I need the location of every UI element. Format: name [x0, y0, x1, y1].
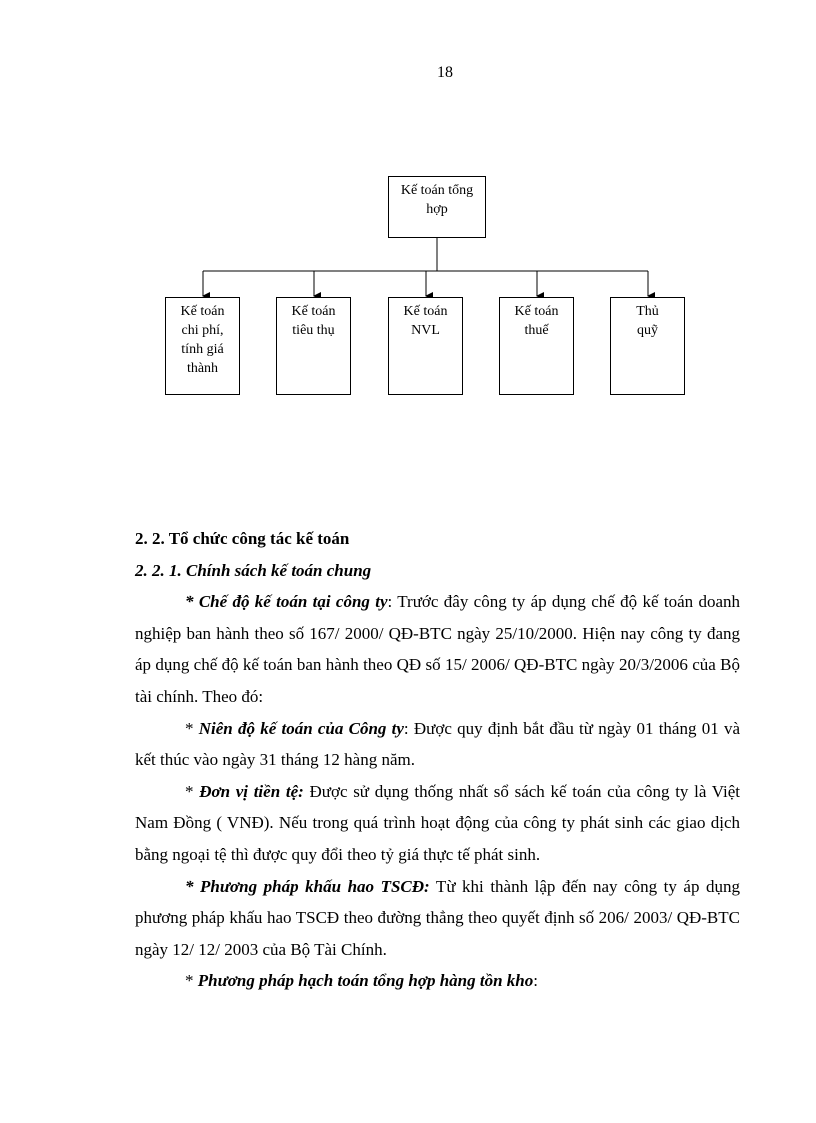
paragraph-depreciation-text: Từ khi thành lập đến nay công ty áp dụng phương pháp khấu hao TSCĐ theo đường thẳng theo quyết định số 206/ 2003/ QĐ-BTC ngày 12/ 12/ 2003 của Bộ Tài Chính. — [135, 876, 740, 959]
paragraph-depreciation — [135, 871, 740, 966]
child-2-line-2: tiêu thụ — [292, 323, 335, 338]
paragraph-fiscal-year-text: : Được quy định bắt đầu từ ngày 01 tháng 01 và kết thúc vào ngày 31 tháng 12 hàng năm. — [135, 718, 740, 770]
child-5-line-2: quỹ — [637, 323, 658, 338]
paragraph-accounting-regime-label: * Chế độ kế toán tại công ty — [185, 592, 388, 612]
child-box-1 — [165, 297, 240, 395]
child-1-line-1: Kế toán — [180, 304, 225, 319]
page-number: 18 — [437, 64, 453, 81]
paragraph-fiscal-year-prefix: * — [185, 718, 199, 738]
paragraph-inventory-label: Phương pháp hạch toán tổng hợp hàng tồn kho — [197, 971, 534, 991]
child-box-5 — [610, 297, 685, 395]
paragraph-fiscal-year — [135, 713, 740, 776]
root-line-2: hợp — [426, 202, 448, 217]
child-box-2 — [276, 297, 351, 395]
paragraph-currency-prefix: * — [185, 781, 200, 801]
paragraph-inventory-text: : — [533, 971, 538, 991]
paragraph-currency-text: Được sử dụng thống nhất sổ sách kế toán của công ty là Việt Nam Đồng ( VNĐ). Nếu trong quá trình hoạt động của công ty phát sinh các giao dịch bằng ngoại tệ thì được quy đổi theo tỷ giá thực tế phát sinh. — [135, 781, 741, 864]
org-chart — [0, 0, 816, 420]
root-line-1: Kế toán tổng — [400, 183, 474, 198]
child-4-line-2: thuế — [524, 323, 549, 338]
section-subheading: 2. 2. 1. Chính sách kế toán chung — [135, 560, 372, 580]
paragraph-accounting-regime-text: : Trước đây công ty áp dụng chế độ kế toán doanh nghiệp ban hành theo số 167/ 2000/ QĐ-BTC ngày 25/10/2000. Hiện nay công ty đang áp dụng chế độ kế toán ban hành theo QĐ số 15/ 2006/ QĐ-BTC ngày 20/3/2006 của Bộ tài chính. Theo đó: — [135, 592, 740, 706]
child-1-line-2: chi phí, — [181, 323, 224, 338]
paragraph-inventory-prefix: * — [185, 971, 198, 991]
paragraph-fiscal-year-label: Niên độ kế toán của Công ty — [198, 718, 404, 738]
paragraph-inventory — [135, 965, 740, 997]
child-3-line-2: NVL — [411, 323, 440, 338]
child-box-3 — [388, 297, 463, 395]
paragraph-depreciation-label: * Phương pháp khấu hao TSCĐ: — [185, 876, 430, 896]
root-node-box — [388, 176, 486, 238]
section-heading: 2. 2. Tổ chức công tác kế toán — [135, 529, 350, 548]
child-1-line-4: thành — [186, 361, 219, 376]
paragraph-currency — [135, 776, 740, 871]
child-3-line-1: Kế toán — [403, 304, 448, 319]
paragraph-accounting-regime — [135, 586, 740, 712]
paragraph-currency-label: Đơn vị tiền tệ: — [199, 781, 304, 801]
child-2-line-1: Kế toán — [291, 304, 336, 319]
section-body — [135, 523, 740, 997]
child-box-4 — [499, 297, 574, 395]
child-1-line-3: tính giá — [181, 342, 224, 357]
child-5-line-1: Thủ — [636, 304, 659, 319]
child-4-line-1: Kế toán — [514, 304, 559, 319]
